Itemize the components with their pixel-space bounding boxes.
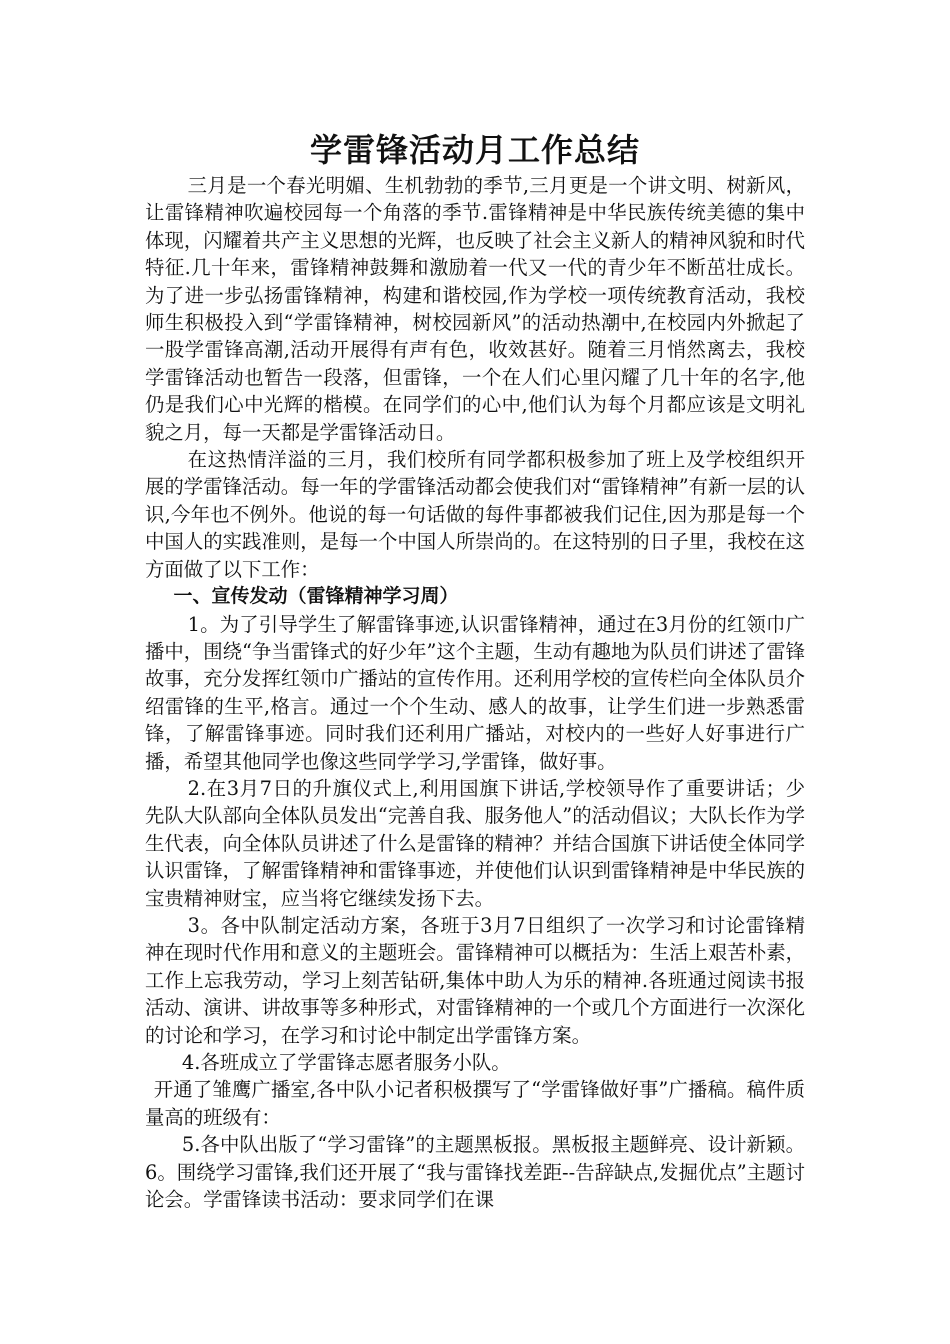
section-heading: 一、宣传发动（雷锋精神学习周） bbox=[173, 585, 459, 608]
intro-paragraph: 三月是一个春光明媚、生机勃勃的季节,三月更是一个讲文明、树新风，让雷锋精神吹遍校园每一个角落的季节.雷锋精神是中华民族传统美德的集中体现，闪耀着共产主义思想的光辉，也反映了社会主义新人的精神风貌和时代特征.几十年来，雷锋精神鼓舞和激励着一代又一代的青少年不断茁壮成长。为了进一步弘扬雷锋精神，构建和谐校园,作为学校一项传统教育活动，我校师生积极投入到“学雷锋精神，树校园新风”的活动热潮中,在校园内外掀起了一股学雷锋高潮,活动开展得有声有色，收效甚好。随着三月悄然离去，我校学雷锋活动也暂告一段落，但雷锋，一个在人们心里闪耀了几十年的名字,他仍是我们心中光辉的楷模。在同学们的心中,他们认为每个月都应该是文明礼貌之月，每一天都是学雷锋活动日。 bbox=[145, 174, 805, 444]
broadcast-paragraph: 开通了雏鹰广播室,各中队小记者积极撰写了“学雷锋做好事”广播稿。稿件质量高的班级有： bbox=[145, 1078, 805, 1129]
list-item-2: 2.在3月7日的升旗仪式上,利用国旗下讲话,学校领导作了重要讲话；少先队大队部向全体队员发出“完善自我、服务他人”的活动倡议；大队长作为学生代表，向全体队员讲述了什么是雷锋的精神？并结合国旗下讲话使全体同学认识雷锋，了解雷锋精神和雷锋事迹，并使他们认识到雷锋精神是中华民族的宝贵精神财宝，应当将它继续发扬下去。 bbox=[145, 776, 805, 910]
document-title: 学雷锋活动月工作总结 bbox=[309, 131, 640, 169]
list-item-4: 4.各班成立了学雷锋志愿者服务小队。 bbox=[181, 1051, 511, 1074]
list-item-3: 3。各中队制定活动方案，各班于3月7日组织了一次学习和讨论雷锋精神在现时代作用和意义的主题班会。雷锋精神可以概括为：生活上艰苦朴素，工作上忘我劳动，学习上刻苦钻研,集体中助人为乐的精神.各班通过阅读书报活动、演讲、讲故事等多种形式，对雷锋精神的一个或几个方面进行一次深化的讨论和学习，在学习和讨论中制定出学雷锋方案。 bbox=[145, 913, 805, 1047]
list-item-5: 5.各中队出版了“学习雷锋”的主题黑板报。黑板报主题鲜亮、设计新颖。6。围绕学习雷锋,我们还开展了“我与雷锋找差距--告辞缺点,发掘优点”主题讨论会。学雷锋读书活动：要求同学们在课 bbox=[145, 1133, 805, 1212]
document-page bbox=[145, 128, 805, 1213]
body-paragraph: 在这热情洋溢的三月，我们校所有同学都积极参加了班上及学校组织开展的学雷锋活动。每一年的学雷锋活动都会使我们对“雷锋精神”有新一层的认识,今年也不例外。他说的每一句话做的每件事都被我们记住,因为那是每一个中国人的实践准则，是每一个中国人所崇尚的。在这特别的日子里，我校在这方面做了以下工作： bbox=[145, 448, 805, 581]
list-item-1: 1。为了引导学生了解雷锋事迹,认识雷锋精神，通过在3月份的红领巾广播中，围绕“争当雷锋式的好少年”这个主题，生动有趣地为队员们讲述了雷锋故事，充分发挥红领巾广播站的宣传作用。还利用学校的宣传栏向全体队员介绍雷锋的生平,格言。通过一个个生动、感人的故事，让学生们进一步熟悉雷锋，了解雷锋事迹。同时我们还利用广播站，对校内的一些好人好事进行广播，希望其他同学也像这些同学学习,学雷锋，做好事。 bbox=[145, 612, 805, 773]
